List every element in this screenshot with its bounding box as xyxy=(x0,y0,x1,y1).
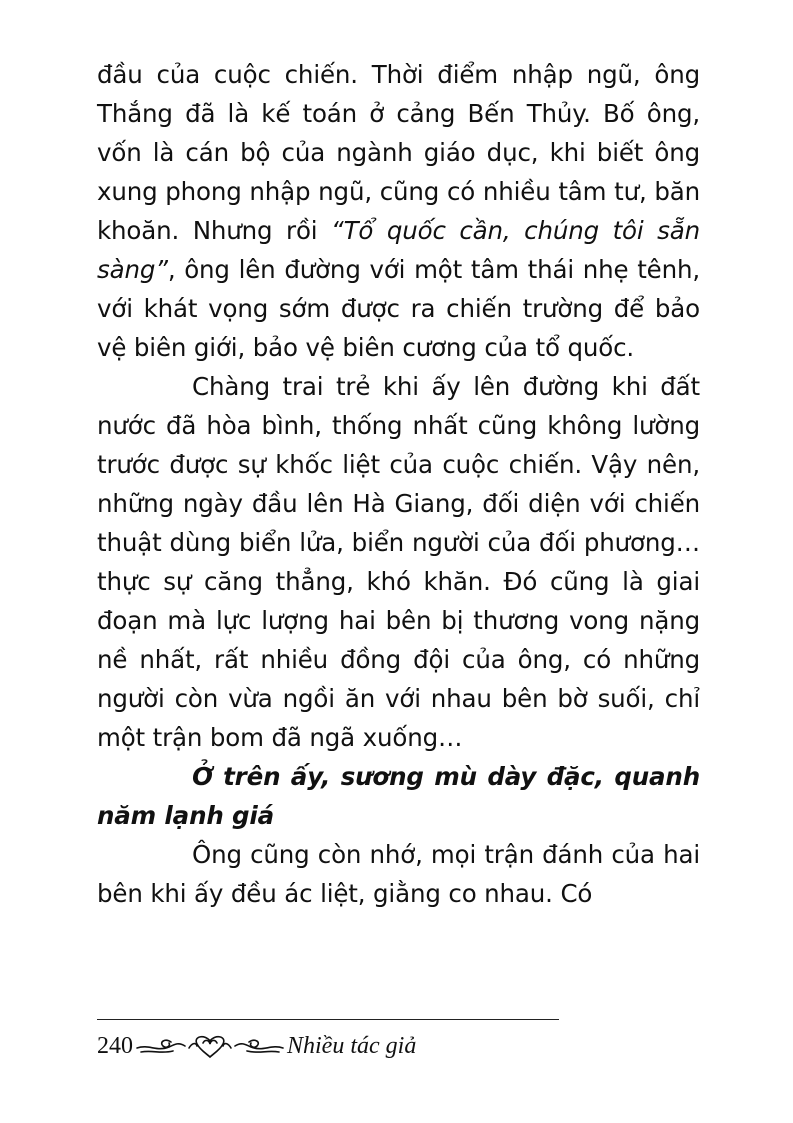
page-footer xyxy=(97,1026,416,1066)
paragraph-2: Chàng trai trẻ khi ấy lên đường khi đất nước đã hòa bình, thống nhất cũng không lường trước được sự khốc liệt của cuộc chiến. Vậy nên, những ngày đầu lên Hà Giang, đối diện với chiến thuật dùng biển lửa, biển người của đối phương… thực sự căng thẳng, khó khăn. Đó cũng là giai đoạn mà lực lượng hai bên bị thương vong nặng nề nhất, rất nhiều đồng đội của ông, có những người còn vừa ngồi ăn với nhau bên bờ suối, chỉ một trận bom đã ngã xuống… xyxy=(97,372,700,752)
page-number: 240 xyxy=(97,1032,133,1059)
footer-divider xyxy=(97,1019,559,1020)
paragraph-1-quote: “Tổ quốc cần, chúng tôi sẵn sàng” xyxy=(97,216,700,284)
paragraph-1 xyxy=(97,55,700,367)
paragraph-1-end: , ông lên đường với một tâm thái nhẹ tênh, với khát vọng sớm được ra chiến trường để bảo vệ biên giới, bảo vệ biên cương của tổ quốc. xyxy=(97,255,700,362)
paragraph-3: Ông cũng còn nhớ, mọi trận đánh của hai bên khi ấy đều ác liệt, giằng co nhau. Có xyxy=(97,840,700,908)
paragraph-1-start: đầu của cuộc chiến. Thời điểm nhập ngũ, ông Thắng đã là kế toán ở cảng Bến Thủy. Bố ông, vốn là cán bộ của ngành giáo dục, khi biết ông xung phong nhập ngũ, cũng có nhiều tâm tư, băn khoăn. Nhưng rồi xyxy=(97,60,700,245)
section-heading: Ở trên ấy, sương mù dày đặc, quanh năm lạnh giá xyxy=(97,762,700,830)
book-author: Nhiều tác giả xyxy=(287,1032,417,1059)
scroll-ornament-icon xyxy=(135,1030,285,1062)
body-text xyxy=(97,55,700,913)
